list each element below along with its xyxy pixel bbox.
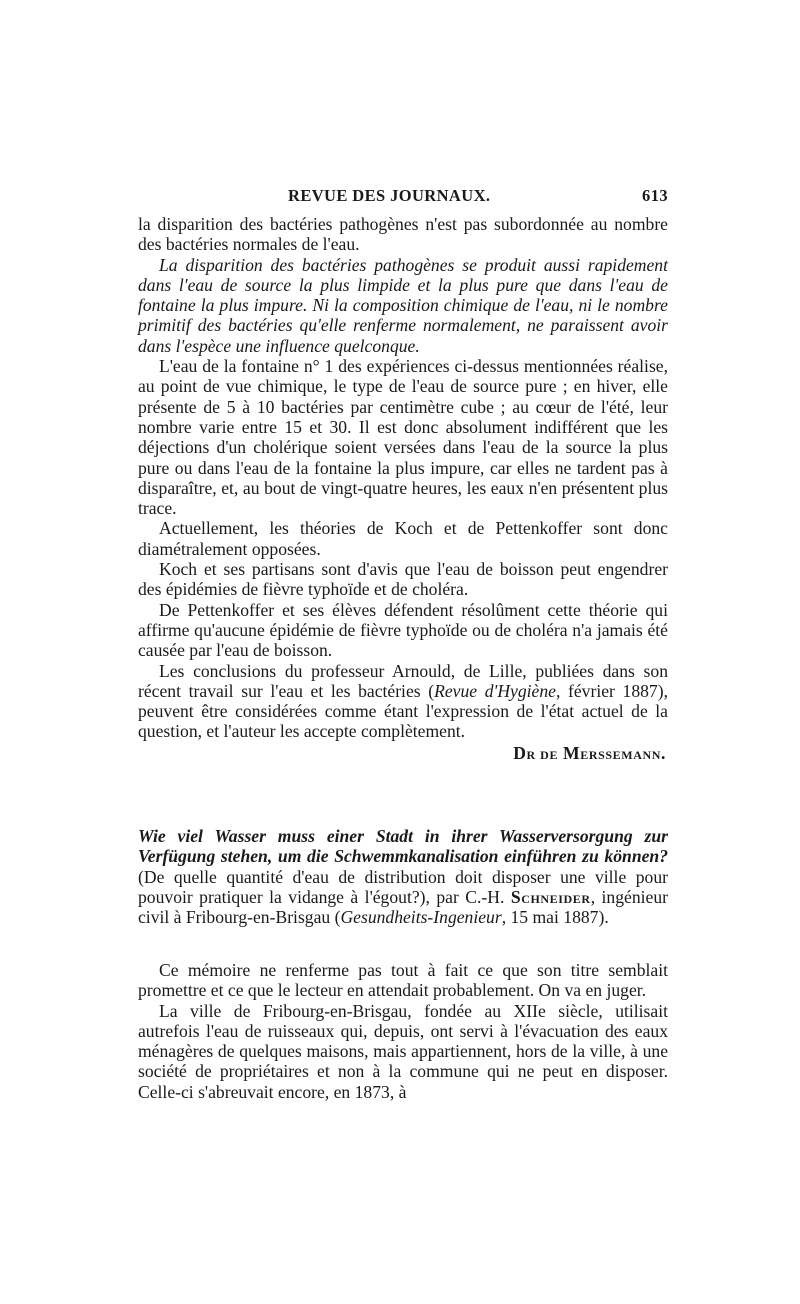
paragraph: Koch et ses partisans sont d'avis que l'eau de boisson peut engendrer des épidémies de fièvre typhoïde et de choléra.: [138, 559, 668, 600]
paragraph-conclusion-italic: La disparition des bactéries pathogènes se produit aussi rapidement dans l'eau de source la plus limpide et la plus pure que dans l'eau de fontaine la plus impure. Ni la composition chimique de l'eau, ni le nombre primitif des bactéries qu'elle renferme normalement, ne paraissent avoir dans l'espèce une influence quelconque.: [138, 254, 668, 356]
paragraph: La ville de Fribourg-en-Brisgau, fondée au XIIe siècle, utilisait autrefois l'eau de ruisseaux qui, depuis, ont servi à l'évacuation des eaux ménagères de quelques maisons, mais appartiennent, hors de la ville, à une société de propriétaires et non à la commune qui ne peut en disposer. Celle-ci s'abreuvait encore, en 1873, à: [138, 1000, 668, 1102]
page-number: 613: [642, 186, 668, 205]
german-title: Wie viel Wasser muss einer Stadt in ihrer Wasserversorgung zur Verfügung stehen, um die Schwemmkanalisation einführen zu können?: [138, 826, 668, 867]
review-section-2: [138, 960, 668, 1102]
review-entry-title: [138, 826, 668, 927]
text-run: , février 1887), peuvent être considérées comme étant l'expression de l'état actuel de la question, et l'auteur les accepte complètement.: [138, 680, 668, 742]
author-affiliation: , ingénieur civil à Fribourg-en-Brisgau (: [138, 886, 668, 928]
paragraph: Ce mémoire ne renferme pas tout à fait ce que son titre semblait promettre et ce que le lecteur en attendait probablement. On va en juger.: [138, 960, 668, 1001]
paragraph: Actuellement, les théories de Koch et de Pettenkoffer sont donc diamétralement opposées.: [138, 518, 668, 559]
signature-prefix: Dr: [513, 742, 536, 763]
paragraph: L'eau de la fontaine n° 1 des expériences ci-dessus mentionnées réalise, au point de vue chimique, le type de l'eau de source pure ; en hiver, elle présente de 5 à 10 bactéries par centimètre cube ; au cœur de l'été, leur nombre varie entre 15 et 30. Il est donc absolument indifférent que les déjections d'un cholérique soient versées dans l'eau de la source la plus pure ou dans l'eau de la fontaine la plus impure, car elles ne tardent pas à disparaître, et, au bout de vingt-quatre heures, les eaux n'en présentent plus trace.: [138, 356, 668, 519]
author-signature: [138, 743, 668, 763]
french-title: (De quelle quantité d'eau de distribution doit disposer une ville pour pouvoir pratiquer la vidange à l'égout?), par C.-H.: [138, 866, 668, 907]
text-run: Les conclusions du professeur Arnould, de Lille, publiées dans son récent travail sur l'eau et les bactéries (: [138, 660, 668, 701]
running-header: [138, 186, 668, 208]
paragraph: la disparition des bactéries pathogènes n'est pas subordonnée au nombre des bactéries normales de l'eau.: [138, 214, 668, 255]
paragraph: De Pettenkoffer et ses élèves défendent résolûment cette théorie qui affirme qu'aucune épidémie de fièvre typhoïde ou de choléra n'a jamais été causée par l'eau de boisson.: [138, 599, 668, 661]
paragraph: [138, 661, 668, 742]
journal-citation: Revue d'Hygiène: [434, 680, 556, 701]
review-section-1: [138, 214, 668, 763]
publication-date: , 15 mai 1887).: [501, 907, 609, 928]
signature-name: de Merssemann.: [540, 742, 666, 763]
journal-title: REVUE DES JOURNAUX.: [288, 186, 491, 205]
article-reference: [138, 826, 668, 927]
journal-name: Gesundheits-Ingenieur: [340, 907, 502, 928]
author-name: Schneider: [510, 886, 591, 907]
